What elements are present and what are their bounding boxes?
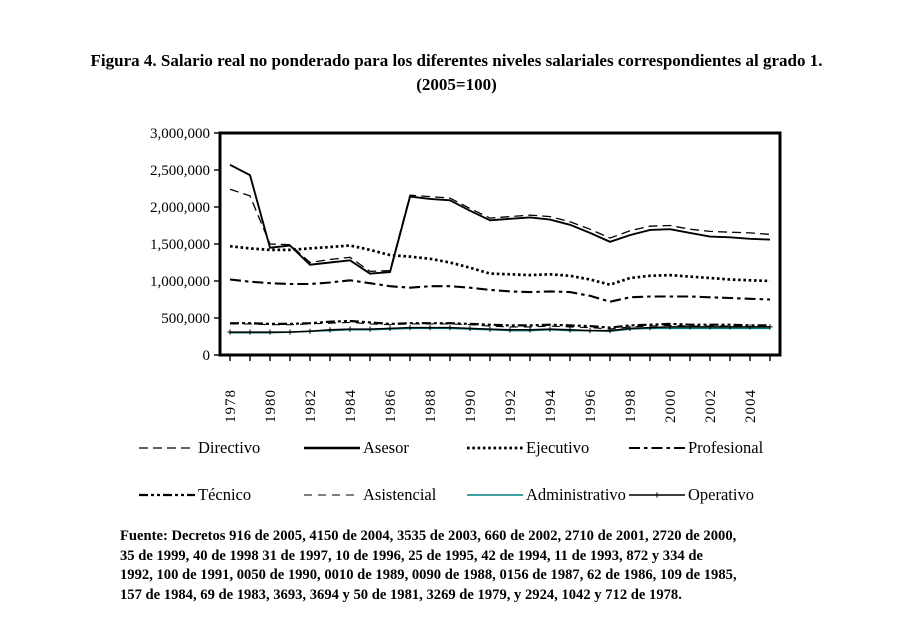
x-tick-label: 1988 <box>423 389 439 423</box>
y-tick-label: 3,000,000 <box>150 126 210 142</box>
plus-marker-icon <box>527 327 532 332</box>
tecnico-line-sample-icon <box>138 488 196 502</box>
series-line-profesional <box>230 280 770 302</box>
source-note-line: Fuente: Decretos 916 de 2005, 4150 de 2004, 3535 de 2003, 660 de 2002, 2710 de 2001, 2720 de 2000, <box>120 528 737 544</box>
source-note-line: 1992, 100 de 1991, 0050 de 1990, 0010 de 1989, 0090 de 1988, 0156 de 1987, 62 de 1986, 109 de 1985, <box>120 567 737 583</box>
legend-row-2 <box>138 485 798 507</box>
series-line-directivo <box>230 189 770 271</box>
figure-title: Figura 4. Salario real no ponderado para los diferentes niveles salariales correspondientes al grado 1. <box>90 51 823 70</box>
plus-marker-icon <box>267 329 272 334</box>
asesor-line-sample-icon <box>303 441 361 455</box>
plus-marker-icon <box>387 326 392 331</box>
y-tick-label: 2,000,000 <box>150 200 210 216</box>
y-tick-label: 1,000,000 <box>150 274 210 290</box>
plus-marker-icon <box>227 329 232 334</box>
legend-item-operativo <box>628 485 754 505</box>
profesional-line-sample-icon <box>628 441 686 455</box>
x-tick-label: 1996 <box>583 389 599 423</box>
legend-label: Técnico <box>198 485 252 504</box>
legend-label: Asistencial <box>363 485 437 504</box>
legend-item-ejecutivo <box>466 438 589 458</box>
plus-marker-icon <box>487 327 492 332</box>
legend-row-1 <box>138 438 798 460</box>
y-tick-label: 0 <box>202 348 210 364</box>
plus-marker-icon <box>287 329 292 334</box>
x-tick-label: 1978 <box>223 389 239 423</box>
x-tick-label: 1992 <box>503 389 519 423</box>
legend-label: Directivo <box>198 438 261 457</box>
source-note-line: 35 de 1999, 40 de 1998 31 de 1997, 10 de 1996, 25 de 1995, 42 de 1994, 11 de 1993, 872 y 334 de <box>120 547 703 564</box>
plus-marker-icon <box>467 326 472 331</box>
legend-label: Asesor <box>363 438 409 457</box>
plus-marker-icon <box>447 325 452 330</box>
x-tick-label: 2004 <box>743 389 759 423</box>
plus-marker-icon <box>587 328 592 333</box>
x-tick-label: 1986 <box>383 389 399 423</box>
source-note-line: 157 de 1984, 69 de 1983, 3693, 3694 y 50 de 1981, 3269 de 1979, y 2924, 1042 y 712 de 1978. <box>120 586 682 603</box>
x-tick-label: 1980 <box>263 389 279 423</box>
plus-marker-icon <box>654 492 659 497</box>
legend-item-asesor <box>303 438 409 458</box>
y-tick-label: 2,500,000 <box>150 163 210 179</box>
plus-marker-icon <box>567 327 572 332</box>
operativo-line-sample-icon <box>628 488 686 502</box>
legend-label: Profesional <box>688 438 764 457</box>
legend-label: Operativo <box>688 485 754 504</box>
source-note <box>120 527 800 605</box>
x-tick-label: 1984 <box>343 389 359 423</box>
y-tick-label: 500,000 <box>161 311 210 327</box>
legend-label: Administrativo <box>526 485 626 504</box>
plus-marker-icon <box>547 327 552 332</box>
chart-legend <box>138 438 798 532</box>
plus-marker-icon <box>327 327 332 332</box>
figure-subtitle: (2005=100) <box>416 75 497 94</box>
figure-title-block <box>0 50 913 96</box>
legend-item-directivo <box>138 438 260 458</box>
legend-item-administrativo <box>466 485 626 505</box>
legend-label: Ejecutivo <box>526 438 590 457</box>
series-line-asesor <box>230 165 770 274</box>
plus-marker-icon <box>427 325 432 330</box>
asistencial-line-sample-icon <box>303 488 361 502</box>
plot-border <box>220 133 780 355</box>
plus-marker-icon <box>407 325 412 330</box>
x-tick-label: 1982 <box>303 389 319 423</box>
x-tick-label: 2000 <box>663 389 679 423</box>
plus-marker-icon <box>307 329 312 334</box>
y-tick-label: 1,500,000 <box>150 237 210 253</box>
plus-marker-icon <box>347 327 352 332</box>
administrativo-line-sample-icon <box>466 488 524 502</box>
salary-line-chart <box>0 125 913 437</box>
legend-item-profesional <box>628 438 763 458</box>
plus-marker-icon <box>507 327 512 332</box>
x-tick-label: 1998 <box>623 389 639 423</box>
plus-marker-icon <box>367 327 372 332</box>
legend-item-tecnico <box>138 485 251 505</box>
directivo-line-sample-icon <box>138 441 196 455</box>
x-tick-label: 2002 <box>703 389 719 423</box>
legend-item-asistencial <box>303 485 436 505</box>
plus-marker-icon <box>247 329 252 334</box>
x-tick-label: 1990 <box>463 389 479 423</box>
ejecutivo-line-sample-icon <box>466 441 524 455</box>
x-tick-label: 1994 <box>543 389 559 423</box>
